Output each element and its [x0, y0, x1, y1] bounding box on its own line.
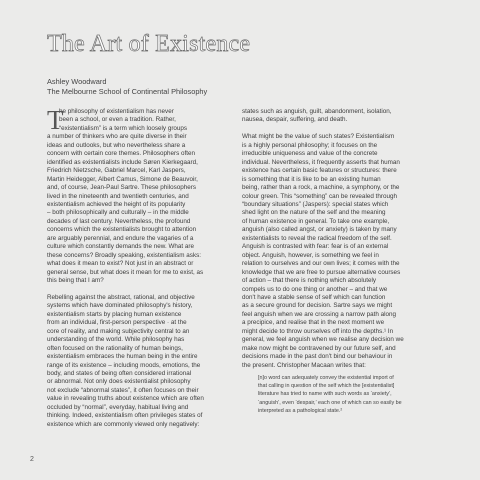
text-line: relation to ourselves and our own lives; it comes with the: [242, 260, 400, 268]
paragraph-continued: [242, 108, 442, 125]
drop-cap: T: [47, 105, 64, 135]
text-line: Friedrich Nietzsche, Gabriel Marcel, Karl Jaspers,: [47, 167, 186, 175]
left-column: [47, 105, 247, 429]
text-line: these concerns? Broadly speaking, existentialism asks:: [47, 251, 202, 259]
text-line: general sense, but what does it mean for me to exist, as: [47, 268, 204, 276]
paragraph-3: [242, 133, 442, 370]
paragraph-2: [47, 294, 247, 429]
text-line: Martin Heidegger, Albert Camus, Simone de Beauvoir,: [47, 175, 198, 183]
text-line: that calling in question of the self which the [existentialist]: [258, 383, 395, 390]
text-line: “boundary situations” (Jaspers): special states which: [242, 200, 389, 208]
text-line: Rebelling against the abstract, rational, and objective: [47, 293, 195, 301]
text-line: individual. Nevertheless, it frequently asserts that human: [242, 158, 400, 166]
text-line: body, and states of being often considered irrational: [47, 370, 192, 378]
text-line: decades of last century. Nevertheless, the profound: [47, 217, 191, 225]
text-line: been a school, or even a tradition. Rather,: [59, 116, 176, 124]
text-line: feel anguish when we are crossing a narrow path along: [242, 310, 397, 318]
text-line: colour green. This “something” can be revealed through: [242, 192, 397, 200]
opening-paragraph: [47, 105, 247, 286]
text-line: or abnormal. Not only does existentialist philosophy: [47, 378, 191, 386]
page-number: 2: [30, 456, 34, 463]
text-line: knowledge that we are free to pursue alternative courses: [242, 268, 401, 276]
text-line: anguish (also called angst, or anxiety) is taken by many: [242, 226, 397, 234]
text-line: understanding of the world. While philosophy has: [47, 336, 185, 344]
text-line: concern with certain core themes. Philosophers often: [47, 150, 196, 158]
text-line: of action – that there is nothing which absolutely: [242, 277, 377, 285]
text-line: is something that it is like to be an existing human: [242, 175, 381, 183]
text-line: often focused on the rationality of human beings,: [47, 344, 183, 352]
text-line: not exclude “abnormal states”, it often focuses on their: [47, 386, 199, 394]
text-line: [n]o word can adequately convey the existential import of: [258, 375, 394, 382]
text-line: occluded by “normal”, everyday, habitual living and: [47, 403, 189, 411]
text-line: existentialism starts by placing human existence: [47, 310, 182, 318]
paragraph-1: [47, 105, 247, 286]
text-line: states such as anguish, guilt, abandonment, isolation,: [242, 108, 392, 115]
author-affiliation: The Melbourne School of Continental Philosophy: [47, 87, 208, 96]
text-line: existentialism embraces the human being in the entire: [47, 353, 198, 361]
author-name: Ashley Woodward: [47, 77, 107, 86]
text-line: identified as existentialists include Søren Kierkegaard,: [47, 158, 198, 166]
text-line: existence which are commonly viewed only negatively:: [47, 420, 200, 428]
text-line: is a highly personal philosophy; it focuses on the: [242, 141, 378, 149]
text-line: irreducible uniqueness and value of the concrete: [242, 150, 378, 158]
text-line: as a secure ground for decision. Sartre says we might: [242, 302, 393, 310]
text-line: – both philosophically and culturally – in the middle: [47, 209, 189, 217]
text-line: a number of thinkers who are quite diverse in their: [47, 133, 187, 141]
text-line: lived in the nineteenth and twentieth centuries, and: [47, 192, 189, 200]
text-line: existentialism achieved the height of its popularity: [47, 200, 186, 208]
text-line: range of its existence – including moods, emotions, the: [47, 361, 201, 369]
text-line: object. Anguish, however, is something we feel in: [242, 251, 379, 259]
text-line: don't have a stable sense of self which can function: [242, 293, 386, 301]
text-line: the present. Christopher Macaan writes that:: [242, 361, 366, 369]
text-line: a precipice, and realise that in the next moment we: [242, 319, 385, 327]
text-line: are arguably perennial, and endure the vagaries of a: [47, 234, 194, 242]
text-line: culture which constantly demands the new. What are: [47, 243, 195, 251]
text-line: core of reality, and making subjectivity central to an: [47, 327, 190, 335]
text-line: existence has certain basic features or structures: there: [242, 167, 397, 175]
text-line: decisions made in the past don't bind our behaviour in: [242, 353, 393, 361]
text-line: concerns which the existentialists brought to attention: [47, 226, 197, 234]
text-line: this being that I am?: [47, 277, 104, 285]
text-line: he philosophy of existentialism has never: [59, 108, 174, 115]
text-line: shed light on the nature of the self and the meaning: [242, 209, 386, 217]
text-line: existentialists to reveal the radical freedom of the self.: [242, 234, 392, 242]
text-line: general, we feel anguish when we realise any decision we: [242, 336, 404, 344]
text-line: Anguish is contrasted with fear: fear is of an external: [242, 243, 389, 251]
text-line: What might be the value of such states? Existentialism: [242, 133, 395, 141]
right-column: [242, 108, 442, 415]
text-line: value in revealing truths about existence which are often: [47, 395, 204, 403]
text-line: make now might be contravened by our future self, and: [242, 344, 396, 352]
text-line: of human existence in general. To take one example,: [242, 217, 390, 225]
text-line: what does it mean to exist? Not just in an abstract or: [47, 260, 194, 268]
text-line: nausea, despair, suffering, and death.: [242, 116, 348, 124]
text-line: and, of course, Jean-Paul Sartre. These philosophers: [47, 184, 196, 192]
text-line: ‘anguish’, even ‘despair,’ each one of which can so easily be: [258, 399, 402, 406]
text-line: literature has tried to name with such words as ‘anxiety’,: [258, 391, 392, 398]
article-title: The Art of Existence: [47, 31, 251, 57]
text-line: being, rather than a rock, a machine, a symphony, or the: [242, 184, 400, 192]
text-line: ideas and outlooks, but who nevertheless share a: [47, 141, 186, 149]
text-line: interpreted as a pathological state.²: [258, 407, 343, 414]
text-line: “existentialism” is a term which loosely groups: [59, 124, 188, 132]
block-quote: [258, 374, 442, 415]
text-line: compels us to do one thing or another – and that we: [242, 285, 388, 293]
author-block: [47, 77, 207, 97]
text-line: from an individual, first-person perspective · at the: [47, 319, 187, 327]
text-line: systems which have dominated philosophy's history,: [47, 302, 193, 310]
text-line: thinking. Indeed, existentialism often privileges states of: [47, 412, 203, 420]
text-line: might decide to throw ourselves off into the depths.¹ In: [242, 327, 394, 335]
